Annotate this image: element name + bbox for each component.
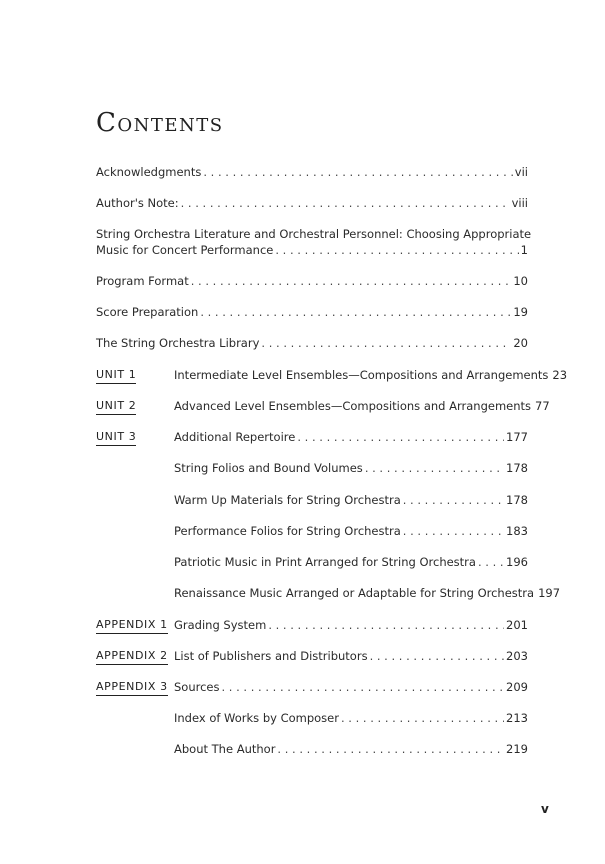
page-number: 201 bbox=[506, 618, 528, 632]
toc-entry-unit-1[interactable] bbox=[174, 367, 568, 383]
page-number: 196 bbox=[506, 555, 528, 569]
entry-label: Performance Folios for String Orchestra bbox=[174, 524, 401, 538]
dot-leader bbox=[203, 164, 512, 180]
appendix-3-tag: APPENDIX 3 bbox=[96, 680, 168, 696]
toc-entry-program-format[interactable] bbox=[96, 273, 528, 289]
toc-entry-unit-3[interactable] bbox=[174, 429, 528, 445]
entry-label: Grading System bbox=[174, 618, 267, 632]
page-number: 197 bbox=[538, 586, 561, 600]
toc-entry-warm-up-materials[interactable] bbox=[174, 492, 528, 508]
page-number: 203 bbox=[506, 649, 528, 663]
entry-label: Patriotic Music in Print Arranged for String Orchestra bbox=[174, 555, 476, 569]
page-folio: v bbox=[541, 802, 549, 816]
page-number: 19 bbox=[513, 305, 528, 319]
dot-leader bbox=[200, 304, 511, 320]
dot-leader bbox=[222, 679, 505, 695]
dot-leader bbox=[403, 523, 504, 539]
dot-leader bbox=[277, 741, 504, 757]
dot-leader bbox=[478, 554, 504, 570]
appendix-2-tag: APPENDIX 2 bbox=[96, 649, 168, 665]
entry-label: Acknowledgments bbox=[96, 165, 202, 179]
dot-leader bbox=[370, 648, 504, 664]
toc-entry-patriotic-music[interactable] bbox=[174, 554, 528, 570]
dot-leader bbox=[341, 710, 504, 726]
dot-leader bbox=[297, 429, 504, 445]
toc-entry-authors-note[interactable] bbox=[96, 195, 528, 211]
entry-label: Advanced Level Ensembles—Compositions and Arrangements bbox=[174, 399, 532, 413]
entry-label: Index of Works by Composer bbox=[174, 711, 339, 725]
entry-label: Program Format bbox=[96, 274, 189, 288]
page-number: vii bbox=[514, 165, 528, 179]
entry-label-line2: Music for Concert Performance bbox=[96, 243, 274, 257]
entry-label: The String Orchestra Library bbox=[96, 336, 260, 350]
page-number: 23 bbox=[552, 368, 568, 382]
entry-label: List of Publishers and Distributors bbox=[174, 649, 368, 663]
page-number: 10 bbox=[513, 274, 528, 288]
page-number: 177 bbox=[506, 430, 528, 444]
entry-label-line1: String Orchestra Literature and Orchestral Personnel: Choosing Appropriate bbox=[96, 227, 532, 241]
page-number: 20 bbox=[513, 336, 528, 350]
entry-label: Additional Repertoire bbox=[174, 430, 296, 444]
page-number: 178 bbox=[506, 461, 528, 475]
toc-entry-about-the-author[interactable] bbox=[174, 741, 528, 757]
entry-label: Renaissance Music Arranged or Adaptable for String Orchestra bbox=[174, 586, 535, 600]
dot-leader bbox=[275, 242, 518, 258]
toc-entry-performance-folios[interactable] bbox=[174, 523, 528, 539]
dot-leader bbox=[365, 460, 504, 476]
page-number: 219 bbox=[506, 742, 528, 756]
entry-label: Intermediate Level Ensembles—Compositions and Arrangements bbox=[174, 368, 549, 382]
toc-entry-string-orchestra-literature[interactable] bbox=[96, 226, 532, 258]
dot-leader bbox=[181, 195, 510, 211]
toc-entry-index-of-works[interactable] bbox=[174, 710, 528, 726]
appendix-1-tag: APPENDIX 1 bbox=[96, 618, 168, 634]
toc-entry-unit-2[interactable] bbox=[174, 398, 550, 414]
toc-entry-appendix-2[interactable] bbox=[174, 648, 528, 664]
page-number: 1 bbox=[520, 243, 528, 257]
page-title: Contents bbox=[96, 108, 224, 138]
toc-entry-appendix-1[interactable] bbox=[174, 617, 528, 633]
toc-entry-renaissance-music[interactable] bbox=[174, 585, 561, 601]
dot-leader bbox=[268, 617, 504, 633]
entry-label: Sources bbox=[174, 680, 220, 694]
page-number: 183 bbox=[506, 524, 528, 538]
toc-entry-score-preparation[interactable] bbox=[96, 304, 528, 320]
dot-leader bbox=[191, 273, 512, 289]
page-number: viii bbox=[511, 196, 528, 210]
entry-label: Score Preparation bbox=[96, 305, 199, 319]
unit-2-tag: UNIT 2 bbox=[96, 399, 136, 415]
entry-label: Author's Note: bbox=[96, 196, 179, 210]
toc-entry-string-folios[interactable] bbox=[174, 460, 528, 476]
dot-leader bbox=[403, 492, 504, 508]
entry-label: About The Author bbox=[174, 742, 276, 756]
toc-entry-string-orchestra-library[interactable] bbox=[96, 335, 528, 351]
toc-entry-acknowledgments[interactable] bbox=[96, 164, 528, 180]
unit-1-tag: UNIT 1 bbox=[96, 368, 136, 384]
page-number: 77 bbox=[535, 399, 550, 413]
dot-leader bbox=[261, 335, 511, 351]
entry-label: Warm Up Materials for String Orchestra bbox=[174, 493, 401, 507]
entry-label: String Folios and Bound Volumes bbox=[174, 461, 363, 475]
page-number: 178 bbox=[506, 493, 528, 507]
page-number: 213 bbox=[506, 711, 528, 725]
unit-3-tag: UNIT 3 bbox=[96, 430, 136, 446]
toc-entry-appendix-3[interactable] bbox=[174, 679, 528, 695]
page-number: 209 bbox=[506, 680, 528, 694]
